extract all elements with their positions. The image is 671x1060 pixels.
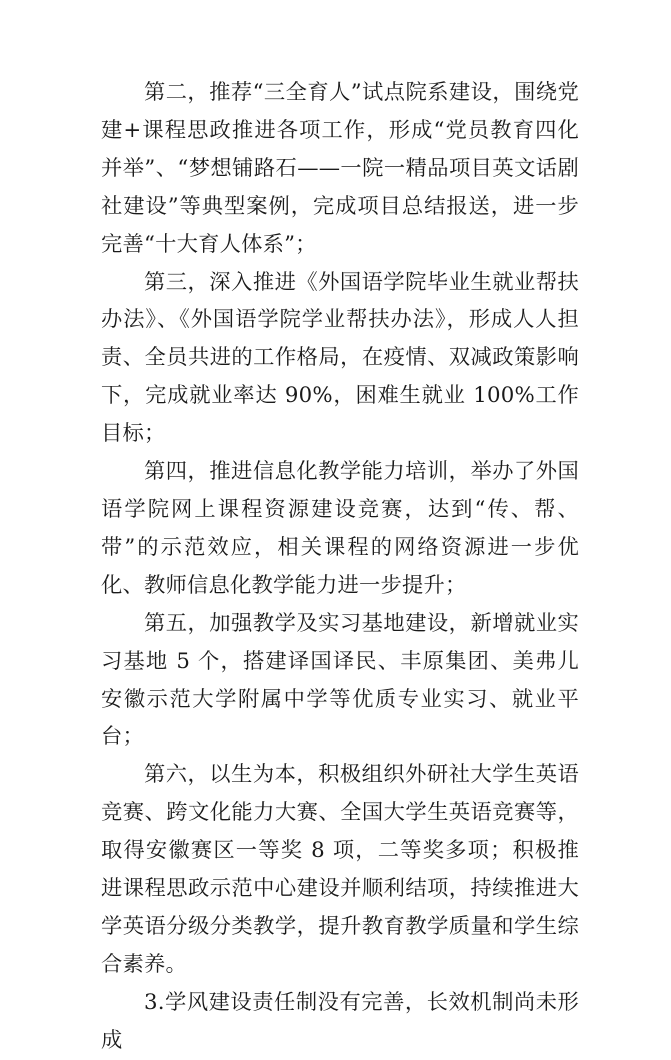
- section-heading: 3.学风建设责任制没有完善，长效机制尚未形成: [101, 989, 579, 1053]
- paragraph-second: 第二，推荐“三全育人”试点院系建设，围绕党建+课程思政推进各项工作，形成“党员教育四化并举”、“梦想铺路石——一院一精品项目英文话剧社建设”等典型案例，完成项目总结报送，进一步完善“十大育人体系”；: [101, 80, 579, 257]
- document-body: [101, 74, 579, 1060]
- paragraph-fifth: 第五，加强教学及实习基地建设，新增就业实习基地 5 个，搭建译国译民、丰原集团、美弗儿安徽示范大学附属中学等优质专业实习、就业平台；: [101, 610, 579, 750]
- paragraph-sixth: 第六，以生为本，积极组织外研社大学生英语竞赛、跨文化能力大赛、全国大学生英语竞赛等，取得安徽赛区一等奖 8 项，二等奖多项；积极推进课程思政示范中心建设并顺利结项，持续推进大学英语分级分类教学，提升教育教学质量和学生综合素养。: [101, 762, 579, 977]
- paragraph-third: 第三，深入推进《外国语学院毕业生就业帮扶办法》、《外国语学院学业帮扶办法》，形成人人担责、全员共进的工作格局，在疫情、双减政策影响下，完成就业率达 90%，困难生就业 100%工作目标；: [101, 269, 579, 447]
- paragraph-fourth: 第四，推进信息化教学能力培训，举办了外国语学院网上课程资源建设竞赛，达到“传、帮、带”的示范效应，相关课程的网络资源进一步优化、教师信息化教学能力进一步提升；: [101, 459, 579, 598]
